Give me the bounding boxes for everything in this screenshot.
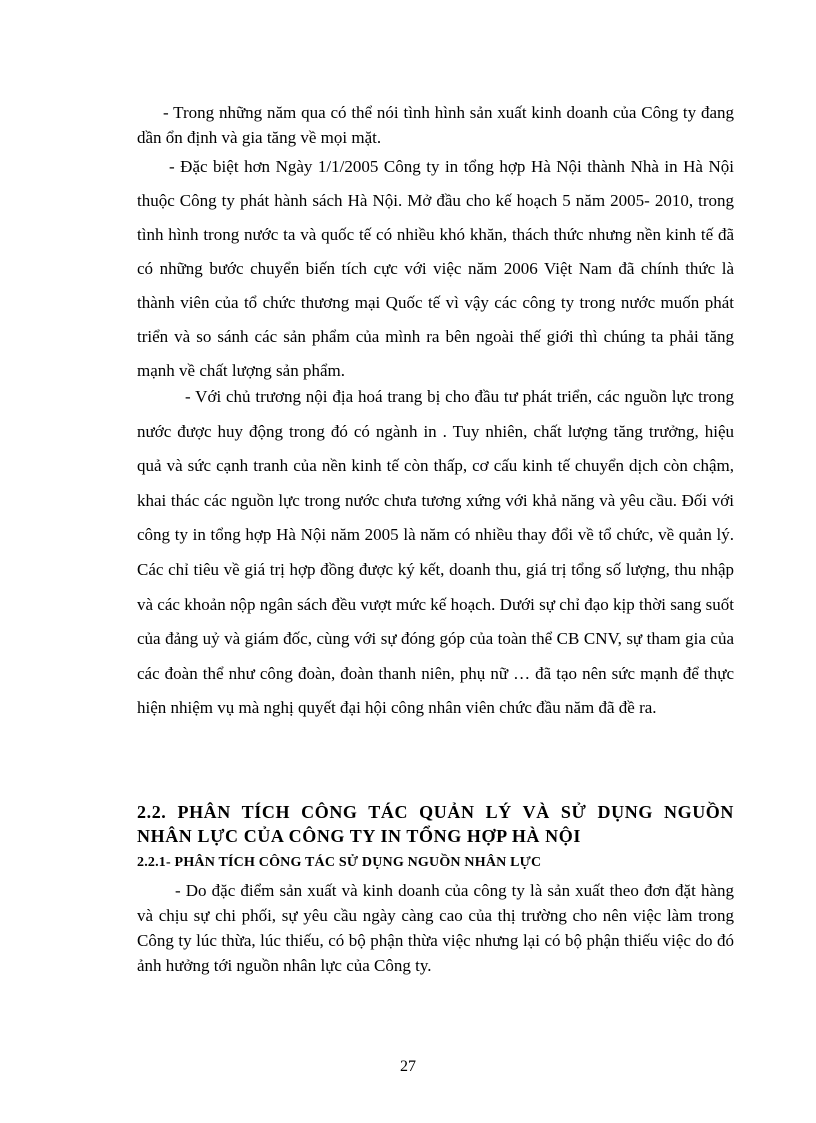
page-number: 27 — [400, 1058, 416, 1075]
subsection-heading: 2.2.1- PHÂN TÍCH CÔNG TÁC SỬ DỤNG NGUỒN NHÂN LỰC — [137, 855, 542, 870]
section-heading: 2.2. PHÂN TÍCH CÔNG TÁC QUẢN LÝ VÀ SỬ DỤNG NGUỒN NHÂN LỰC CỦA CÔNG TY IN TỔNG HỢP HÀ NỘI — [137, 802, 734, 846]
paragraph-company-transition: - Đặc biệt hơn Ngày 1/1/2005 Công ty in tổng hợp Hà Nội thành Nhà in Hà Nội thuộc Công ty phát hành sách Hà Nội. Mở đầu cho kế hoạch 5 năm 2005- 2010, trong tình hình trong nước ta và quốc tế có nhiều khó khăn, thách thức nhưng nền kinh tế đã có những bước chuyển biến tích cực với việc năm 2006 Việt Nam đã chính thức là thành viên của tổ chức thương mại Quốc tế vì vậy các công ty trong nước muốn phát triển và so sánh các sản phẩm của mình ra bên ngoài thế giới thì chúng ta phải tăng mạnh về chất lượng sản phẩm. — [137, 157, 734, 380]
paragraph-production-stability: - Trong những năm qua có thể nói tình hình sản xuất kinh doanh của Công ty đang dần ổn định và gia tăng về mọi mặt. — [137, 103, 734, 147]
paragraph-domestic-policy: - Với chủ trương nội địa hoá trang bị cho đầu tư phát triển, các nguồn lực trong nước được huy động trong đó có ngành in . Tuy nhiên, chất lượng tăng trưởng, hiệu quả và sức cạnh tranh của nền kinh tế còn thấp, cơ cấu kinh tế chuyển dịch còn chậm, khai thác các nguồn lực trong nước chưa tương xứng với khả năng và yêu cầu. Đối với công ty in tổng hợp Hà Nội năm 2005 là năm có nhiều thay đổi về tổ chức, về quản lý. Các chỉ tiêu về giá trị hợp đồng được ký kết, doanh thu, giá trị tổng số lượng, thu nhập và các khoản nộp ngân sách đều vượt mức kế hoạch. Dưới sự chỉ đạo kịp thời sang suốt của đảng uỷ và giám đốc, cùng với sự đóng góp của toàn thể CB CNV, sự tham gia của các đoàn thể như công đoàn, đoàn thanh niên, phụ nữ … đã tạo nên sức mạnh để thực hiện nhiệm vụ mà nghị quyết đại hội công nhân viên chức đầu năm đã đề ra. — [137, 387, 734, 718]
paragraph-workforce-usage: - Do đặc điểm sản xuất và kinh doanh của công ty là sản xuất theo đơn đặt hàng và chịu sự chi phối, sự yêu cầu ngày càng cao của thị trường cho nên việc làm trong Công ty lúc thừa, lúc thiếu, có bộ phận thừa việc nhưng lại có bộ phận thiếu việc do đó ảnh hưởng tới nguồn nhân lực của Công ty. — [137, 881, 734, 975]
